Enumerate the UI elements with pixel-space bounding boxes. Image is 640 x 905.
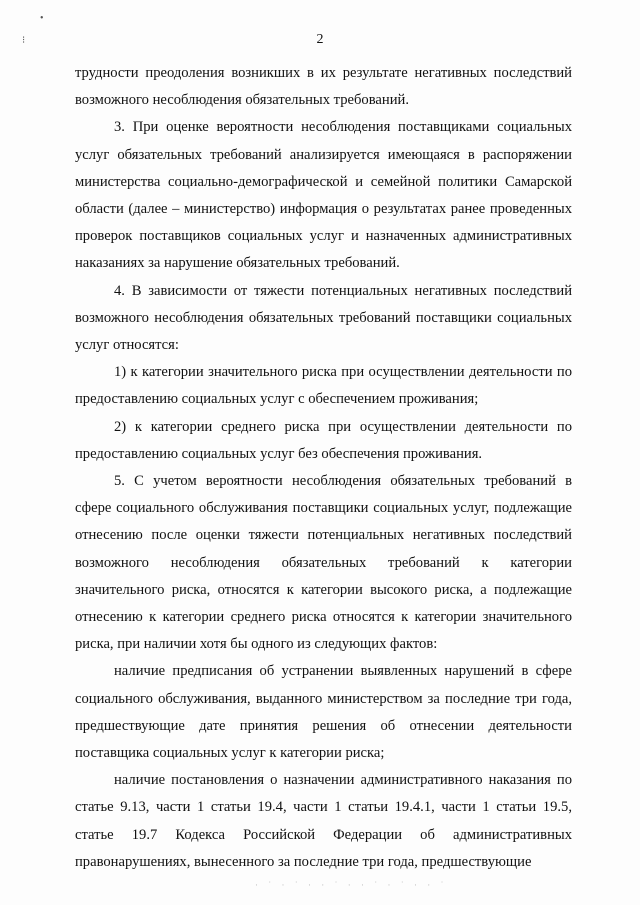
paragraph-8: наличие постановления о назначении административного наказания по статье 9.13, части 1 статьи 19.4, части 1 статьи 19.4.1, части 1 статьи 19.5, статье 19.7 Кодекса Российской Федерации об административных правонарушениях, вынесенного за последние три года, предшествующие <box>75 772 572 870</box>
paragraph-3: 4. В зависимости от тяжести потенциальных негативных последствий возможного несоблюдения обязательных требований поставщики социальных услуг относятся: <box>75 282 572 354</box>
page-number: 2 <box>316 32 324 47</box>
scan-noise: · ˙ · ˙ · · ˙ · · ˙ · ˙ · · ˙ <box>255 880 448 890</box>
paragraph-1: трудности преодоления возникших в их результате негативных последствий возможного несоблюдения обязательных требований. <box>75 65 572 109</box>
paragraph-4: 1) к категории значительного риска при осуществлении деятельности по предоставлению социальных услуг с обеспечением проживания; <box>75 364 572 408</box>
scan-artifact-side: ⁝ <box>22 35 26 46</box>
paragraph-2: 3. При оценке вероятности несоблюдения поставщиками социальных услуг обязательных требований анализируется имеющаяся в распоряжении министерства социально-демографической и семейной политики Самарской области (далее – министерство) информация о результатах ранее проведенных проверок поставщиков социальных услуг и назначенных административных наказаниях за нарушение обязательных требований. <box>75 119 572 272</box>
paragraph-5: 2) к категории среднего риска при осуществлении деятельности по предоставлению социальных услуг без обеспечения проживания. <box>75 418 572 462</box>
scan-artifact-top: • <box>40 13 44 24</box>
paragraph-6: 5. С учетом вероятности несоблюдения обязательных требований в сфере социального обслуживания поставщики социальных услуг, подлежащие отнесению после оценки тяжести потенциальных негативных последствий возможного несоблюдения обязательных требований к категории значительного риска, относятся к категории высокого риска, а подлежащие отнесению к категории среднего риска относятся к категории значительного риска, при наличии хотя бы одного из следующих фактов: <box>75 473 572 653</box>
document-body <box>75 60 572 876</box>
paragraph-7: наличие предписания об устранении выявленных нарушений в сфере социального обслуживания, выданного министерством за последние три года, предшествующие дате принятия решения об отнесении деятельности поставщика социальных услуг к категории риска; <box>75 663 572 762</box>
